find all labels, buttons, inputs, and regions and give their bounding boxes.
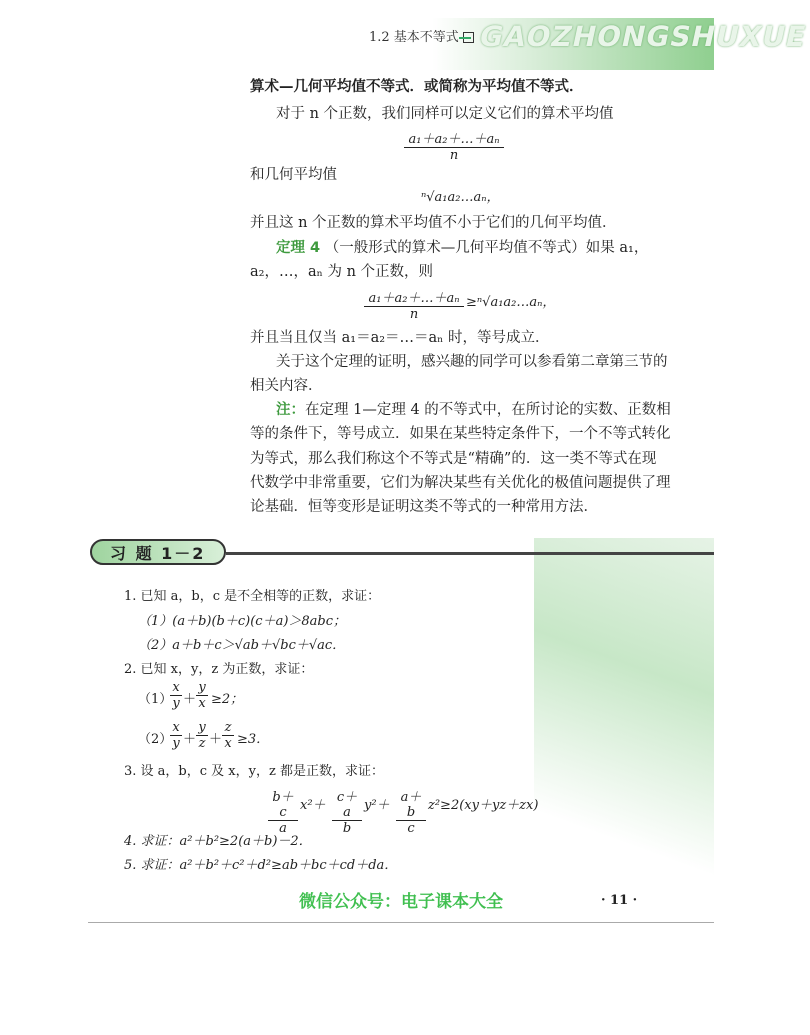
exercise-header: 习 题 1－2 [90, 539, 226, 565]
frac-numerator: c＋a [332, 786, 362, 821]
body-line-6: 关于这个定理的证明，感兴趣的同学可以参看第二章第三节的 [276, 354, 668, 370]
exercise-rule [226, 552, 714, 555]
exercise-2a-rhs: ≥2； [211, 692, 244, 707]
header-watermark: GAOZHONGSHUXUE [476, 20, 810, 53]
theorem-4-rhs: ≥ⁿ√a₁a₂…aₙ， [466, 295, 556, 310]
exercise-3-term-1: x²＋ [300, 798, 326, 813]
body-line-7: 相关内容． [250, 378, 323, 394]
exercise-2b-label: （2） [138, 732, 173, 747]
exercise-2b-rhs: ≥3． [237, 732, 270, 747]
page-number: · 11 · [601, 893, 638, 908]
note-line-4: 代数学中非常重要，它们为解决某些有关优化的极值问题提供了理 [250, 475, 671, 491]
frac-denominator: z [198, 736, 206, 751]
frac-numerator: a₁＋a₂＋…＋aₙ [404, 128, 504, 148]
exercise-5: 5. 求证：a²＋b²＋c²＋d²≥ab＋bc＋cd＋da． [124, 858, 398, 873]
frac-numerator: y [196, 720, 208, 736]
exercise-3-term-2: y²＋ [364, 798, 390, 813]
exercise-1a: （1）(a＋b)(b＋c)(c＋a)＞8abc； [138, 614, 347, 629]
exercise-3-frac-3 [396, 786, 426, 836]
body-line-2: 对于 n 个正数，我们同样可以定义它们的算术平均值 [276, 106, 614, 122]
note-line-3: 为等式，那么我们称这个不等式是“精确”的．这一类不等式在现 [250, 451, 657, 467]
frac-numerator: y [196, 680, 208, 696]
frac-numerator: x [170, 680, 182, 696]
frac-denominator: y [172, 736, 180, 751]
frac-denominator: a [279, 821, 287, 836]
frac-denominator: x [224, 736, 232, 751]
exercise-1: 1. 已知 a，b，c 是不全相等的正数，求证： [124, 589, 381, 604]
note-line-5: 论基础．恒等变形是证明这类不等式的一种常用方法． [250, 499, 598, 515]
frac-denominator: n [409, 307, 419, 322]
body-line-3: 和几何平均值 [250, 167, 337, 183]
bottom-rule [88, 922, 714, 923]
exercise-2b-frac-3 [222, 720, 234, 751]
frac-numerator: z [222, 720, 234, 736]
note-label: 注： [276, 402, 305, 418]
frac-denominator: y [172, 696, 180, 711]
frac-denominator: n [449, 148, 459, 163]
exercise-2b-plus-1: ＋ [183, 732, 197, 747]
exercise-4: 4. 求证：a²＋b²≥2(a＋b)－2． [124, 834, 312, 849]
exercise-2a-label: （1） [138, 692, 173, 707]
geometric-mean: ⁿ√a₁a₂…aₙ， [421, 190, 500, 205]
theorem-4-line-2: a₂，…，aₙ 为 n 个正数，则 [250, 264, 434, 280]
note-line-2: 等的条件下，等号成立．如果在某些特定条件下，一个不等式转化 [250, 426, 671, 442]
exercise-2b-plus-2: ＋ [209, 732, 223, 747]
frac-denominator: x [198, 696, 206, 711]
exercise-3-frac-2 [332, 786, 362, 836]
frac-denominator: b [342, 821, 352, 836]
side-band [534, 538, 714, 923]
exercise-2a-frac-1 [170, 680, 182, 711]
exercise-3: 3. 设 a，b，c 及 x，y，z 都是正数，求证： [124, 764, 384, 779]
note-line-1 [276, 403, 671, 418]
theorem-4-text: （一般形式的算术—几何平均值不等式）如果 a₁， [324, 240, 649, 256]
note-text: 在定理 1—定理 4 的不等式中，在所讨论的实数、正数相 [305, 402, 671, 418]
theorem-4-line [276, 241, 648, 256]
frac-denominator: c [407, 821, 415, 836]
exercise-2a-plus: ＋ [183, 692, 197, 707]
frac-numerator: a₁＋a₂＋…＋aₙ [364, 287, 464, 307]
exercise-3-frac-1 [268, 786, 298, 836]
exercise-2b-frac-2 [196, 720, 208, 751]
section-header: 1.2 基本不等式 [369, 26, 474, 45]
arithmetic-mean-fraction [404, 128, 504, 163]
exercise-2b-frac-1 [170, 720, 182, 751]
exercise-2a-frac-2 [196, 680, 208, 711]
frac-numerator: a＋b [396, 786, 426, 821]
theorem-4-label: 定理 4 [276, 240, 321, 256]
textbook-page [88, 18, 810, 923]
body-line-5: 并且当且仅当 a₁＝a₂＝…＝aₙ 时，等号成立． [250, 330, 550, 346]
body-line-4: 并且这 n 个正数的算术平均值不小于它们的几何平均值． [250, 215, 617, 231]
theorem-4-fraction [364, 287, 464, 322]
frac-numerator: x [170, 720, 182, 736]
exercise-2: 2. 已知 x，y，z 为正数，求证： [124, 662, 314, 677]
exercise-1b: （2）a＋b＋c＞√ab＋√bc＋√ac． [138, 638, 346, 653]
body-line-1: 算术—几何平均值不等式．或简称为平均值不等式． [250, 79, 584, 95]
frac-numerator: b＋c [268, 786, 298, 821]
wechat-watermark: 微信公众号：电子课本大全 [299, 892, 503, 912]
exercise-3-term-3: z²≥2(xy＋yz＋zx) [428, 798, 539, 813]
header-dash [459, 37, 471, 39]
